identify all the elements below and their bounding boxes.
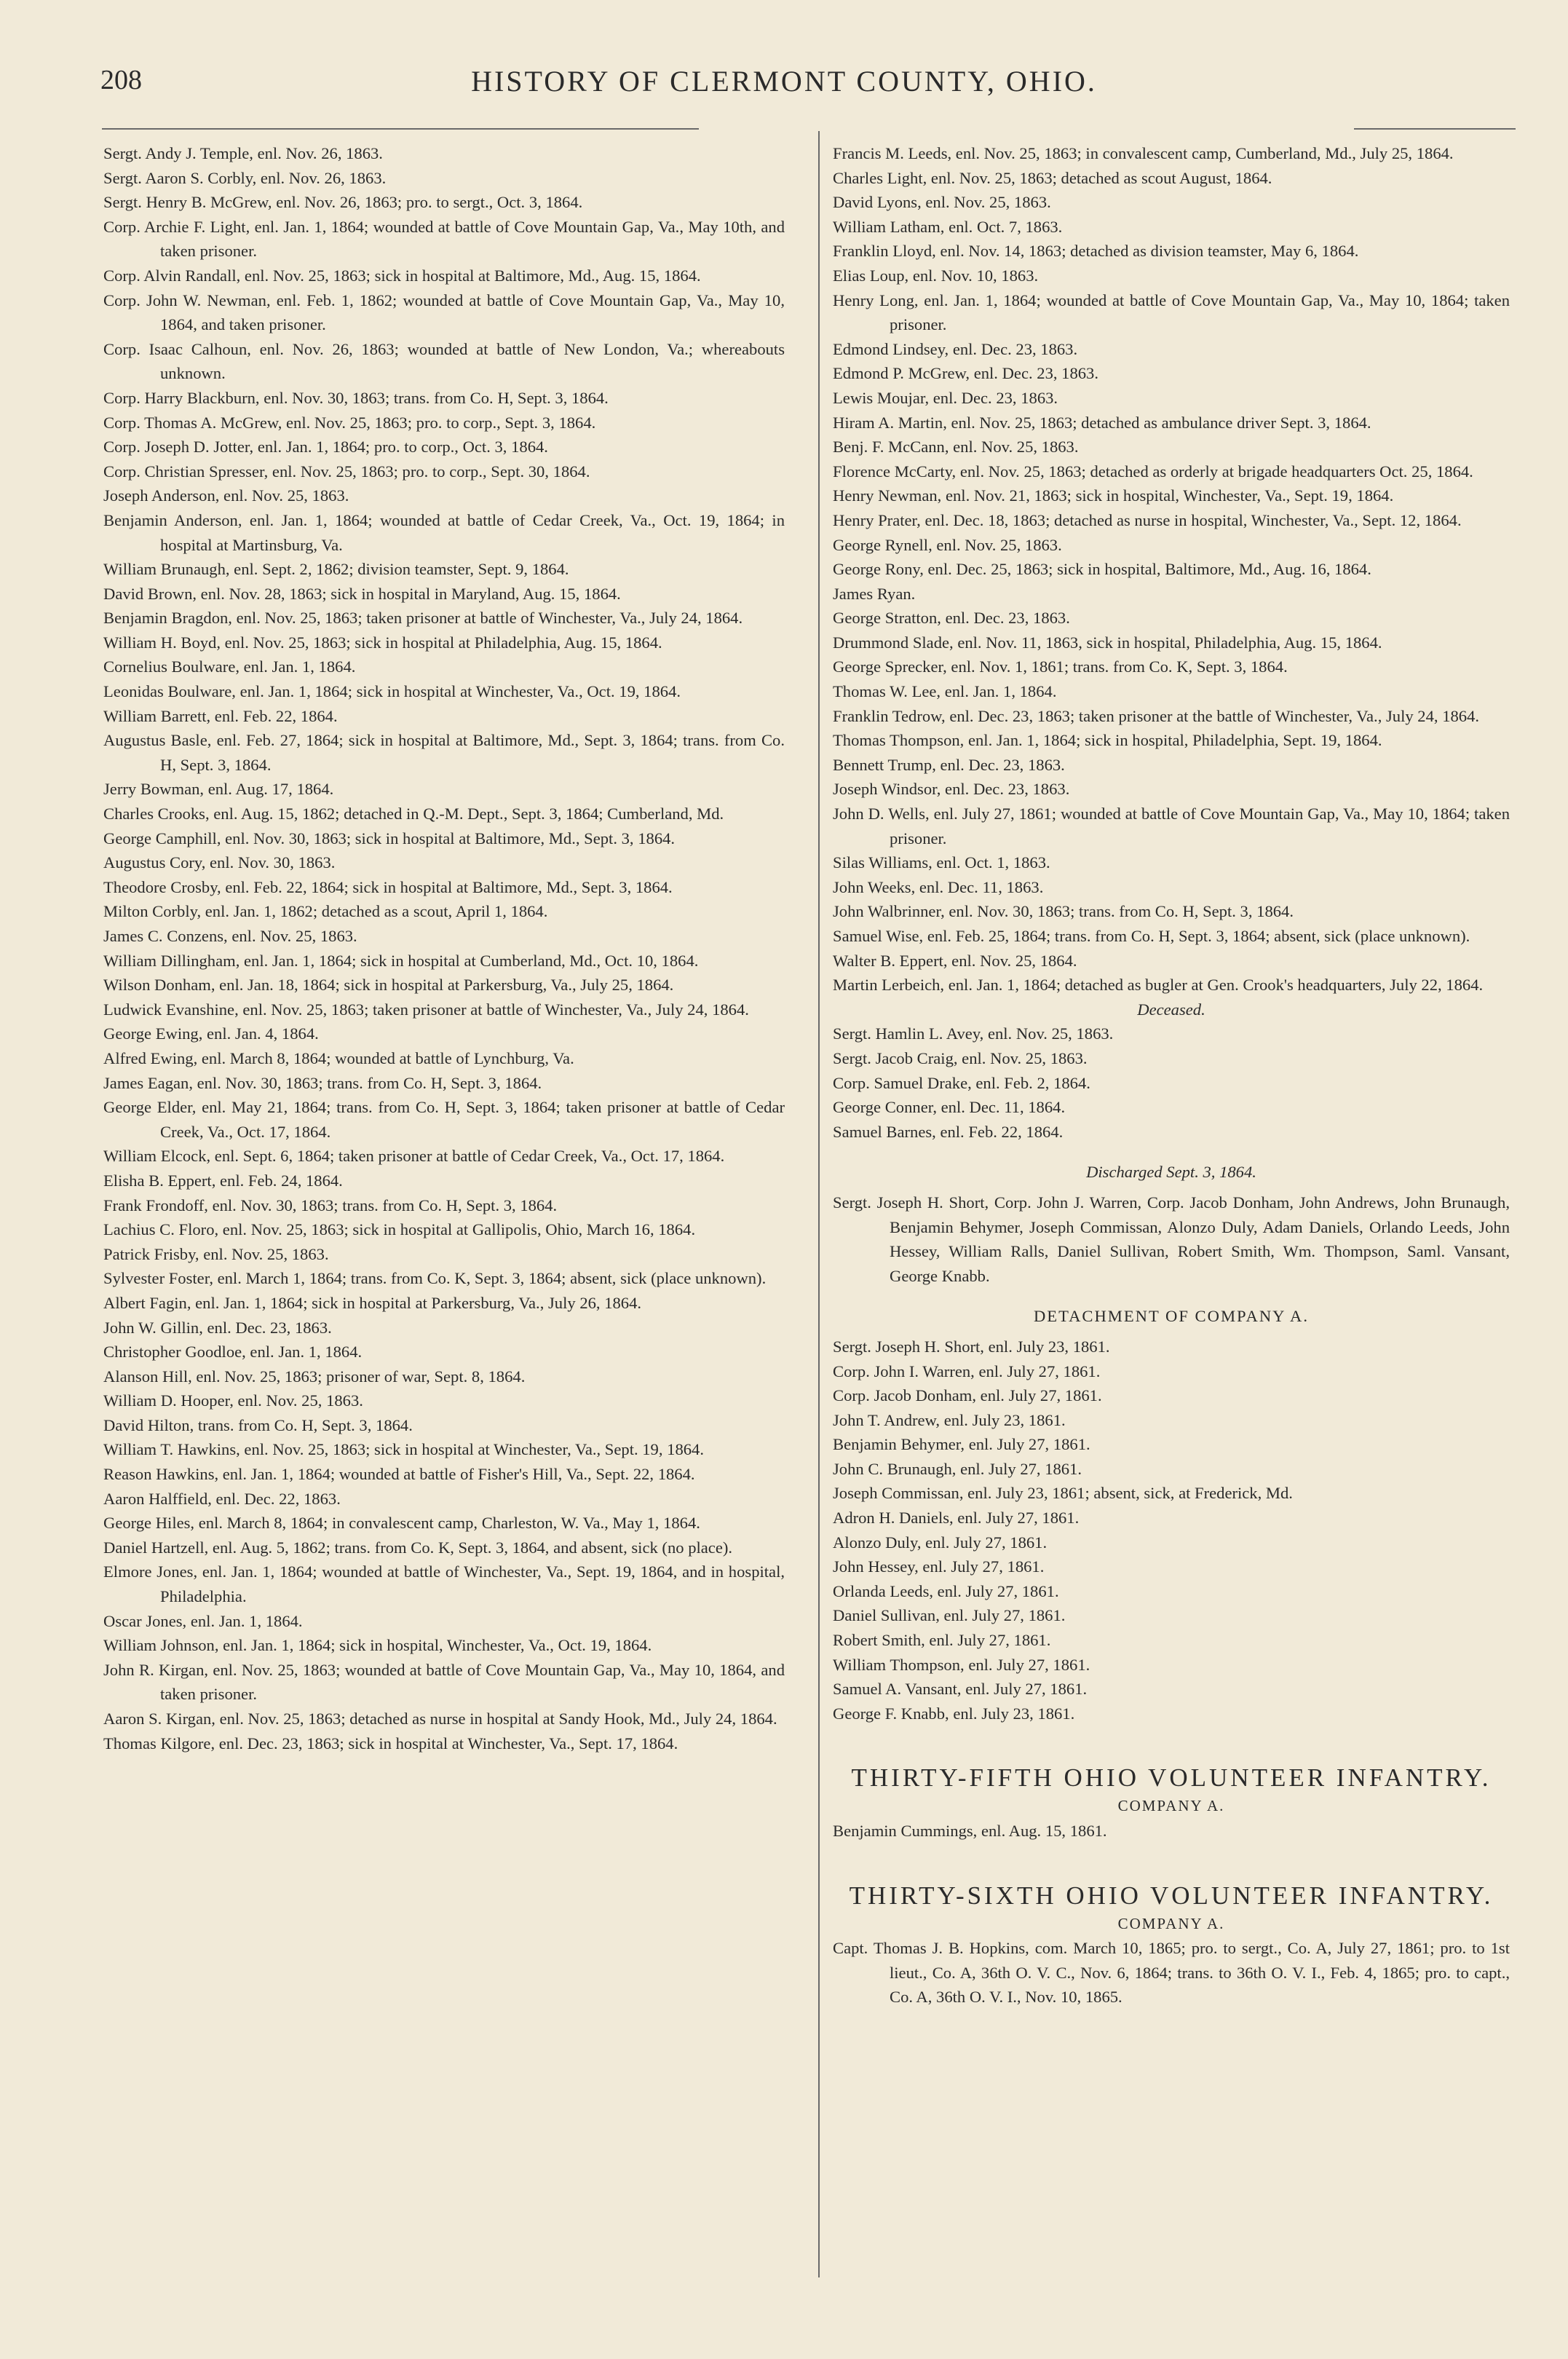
roster-entry: Joseph Commissan, enl. July 23, 1861; absent, sick, at Frederick, Md. xyxy=(833,1484,1293,1503)
roster-entry: Elisha B. Eppert, enl. Feb. 24, 1864. xyxy=(103,1171,343,1190)
roster-entry: Orlanda Leeds, enl. July 27, 1861. xyxy=(833,1581,1059,1600)
roster-entry: Corp. John I. Warren, enl. July 27, 1861. xyxy=(833,1362,1101,1380)
page-title: HISTORY OF CLERMONT COUNTY, OHIO. xyxy=(471,65,1097,98)
roster-entry: William T. Hawkins, enl. Nov. 25, 1863; sick in hospital at Winchester, Va., Sept. 19, 1864. xyxy=(103,1440,704,1459)
roster-entry: George Stratton, enl. Dec. 23, 1863. xyxy=(833,609,1070,628)
roster-entry: Henry Prater, enl. Dec. 18, 1863; detached as nurse in hospital, Winchester, Va., Sept. 12, 1864. xyxy=(833,510,1462,529)
column-divider xyxy=(818,131,820,2277)
roster-entry: Samuel Wise, enl. Feb. 25, 1864; trans. from Co. H, Sept. 3, 1864; absent, sick (place unknown). xyxy=(833,927,1470,945)
roster-entry: Benjamin Bragdon, enl. Nov. 25, 1863; taken prisoner at battle of Winchester, Va., July 24, 1864. xyxy=(103,609,743,628)
page-number: 208 xyxy=(100,65,142,95)
roster-entry: Corp. Archie F. Light, enl. Jan. 1, 1864; wounded at battle of Cove Mountain Gap, Va., May 10th, and taken prisoner. xyxy=(103,217,785,261)
roster-entry: Henry Newman, enl. Nov. 21, 1863; sick in hospital, Winchester, Va., Sept. 19, 1864. xyxy=(833,486,1394,505)
roster-entry: Corp. Alvin Randall, enl. Nov. 25, 1863; sick in hospital at Baltimore, Md., Aug. 15, 1864. xyxy=(103,266,701,285)
roster-entry: Corp. Jacob Donham, enl. July 27, 1861. xyxy=(833,1386,1102,1405)
thirty-sixth-company: COMPANY A. xyxy=(1117,1914,1225,1932)
roster-entry: Leonidas Boulware, enl. Jan. 1, 1864; sick in hospital at Winchester, Va., Oct. 19, 1864. xyxy=(103,682,681,701)
roster-entry: Cornelius Boulware, enl. Jan. 1, 1864. xyxy=(103,657,356,676)
roster-entry: Sylvester Foster, enl. March 1, 1864; trans. from Co. K, Sept. 3, 1864; absent, sick (place unknown). xyxy=(103,1269,767,1288)
roster-entry: Drummond Slade, enl. Nov. 11, 1863, sick in hospital, Philadelphia, Aug. 15, 1864. xyxy=(833,633,1382,652)
roster-entry: Sergt. Hamlin L. Avey, enl. Nov. 25, 1863. xyxy=(833,1024,1114,1043)
roster-entry: George Hiles, enl. March 8, 1864; in convalescent camp, Charleston, W. Va., May 1, 1864. xyxy=(103,1514,700,1533)
roster-entry: George Conner, enl. Dec. 11, 1864. xyxy=(833,1098,1066,1117)
roster-entry: James Ryan. xyxy=(833,584,916,603)
roster-entry: Edmond Lindsey, enl. Dec. 23, 1863. xyxy=(833,339,1078,358)
roster-entry: Thomas W. Lee, enl. Jan. 1, 1864. xyxy=(833,682,1057,701)
roster-entry: James C. Conzens, enl. Nov. 25, 1863. xyxy=(103,927,357,945)
roster-entry: John R. Kirgan, enl. Nov. 25, 1863; wounded at battle of Cove Mountain Gap, Va., May 10, 1864, and taken prisoner. xyxy=(103,1660,785,1704)
roster-entry: Charles Light, enl. Nov. 25, 1863; detached as scout August, 1864. xyxy=(833,168,1272,187)
roster-entry: Corp. Joseph D. Jotter, enl. Jan. 1, 1864; pro. to corp., Oct. 3, 1864. xyxy=(103,438,548,457)
detachment-list xyxy=(833,1335,1510,1726)
roster-entry: Thomas Thompson, enl. Jan. 1, 1864; sick in hospital, Philadelphia, Sept. 19, 1864. xyxy=(833,731,1382,750)
roster-entry: Corp. Harry Blackburn, enl. Nov. 30, 1863; trans. from Co. H, Sept. 3, 1864. xyxy=(103,388,609,407)
top-rule-right xyxy=(1354,128,1516,130)
roster-entry: Augustus Cory, enl. Nov. 30, 1863. xyxy=(103,853,336,872)
detachment-heading: DETACHMENT OF COMPANY A. xyxy=(1033,1307,1310,1326)
deceased-heading: Deceased. xyxy=(1137,1000,1205,1019)
roster-entry: Corp. Isaac Calhoun, enl. Nov. 26, 1863; wounded at battle of New London, Va.; whereabouts unknown. xyxy=(103,339,785,383)
roster-entry: Frank Frondoff, enl. Nov. 30, 1863; trans. from Co. H, Sept. 3, 1864. xyxy=(103,1196,558,1214)
roster-entry: William Thompson, enl. July 27, 1861. xyxy=(833,1655,1090,1674)
thirty-fifth-entry: Benjamin Cummings, enl. Aug. 15, 1861. xyxy=(833,1822,1107,1840)
roster-entry: William Brunaugh, enl. Sept. 2, 1862; division teamster, Sept. 9, 1864. xyxy=(103,560,569,579)
roster-entry: Elmore Jones, enl. Jan. 1, 1864; wounded at battle of Winchester, Va., Sept. 19, 1864, and in hospital, Philadelphia. xyxy=(103,1562,785,1606)
roster-entry: John T. Andrew, enl. July 23, 1861. xyxy=(833,1410,1066,1429)
roster-entry: William Elcock, enl. Sept. 6, 1864; taken prisoner at battle of Cedar Creek, Va., Oct. 17, 1864. xyxy=(103,1147,725,1166)
roster-entry: Corp. Samuel Drake, enl. Feb. 2, 1864. xyxy=(833,1073,1090,1092)
roster-entry: Milton Corbly, enl. Jan. 1, 1862; detached as a scout, April 1, 1864. xyxy=(103,902,548,921)
roster-entry: Daniel Hartzell, enl. Aug. 5, 1862; trans. from Co. K, Sept. 3, 1864, and absent, sick (no place). xyxy=(103,1538,733,1557)
roster-entry: Lewis Moujar, enl. Dec. 23, 1863. xyxy=(833,388,1058,407)
roster-entry: Corp. Christian Spresser, enl. Nov. 25, 1863; pro. to corp., Sept. 30, 1864. xyxy=(103,462,590,481)
thirty-fifth-company: COMPANY A. xyxy=(1117,1797,1225,1815)
roster-entry: John Walbrinner, enl. Nov. 30, 1863; trans. from Co. H, Sept. 3, 1864. xyxy=(833,902,1294,921)
roster-entry: Florence McCarty, enl. Nov. 25, 1863; detached as orderly at brigade headquarters Oct. 25, 1864. xyxy=(833,462,1473,481)
roster-entry: Alonzo Duly, enl. July 27, 1861. xyxy=(833,1533,1048,1552)
roster-entry: William Barrett, enl. Feb. 22, 1864. xyxy=(103,706,338,725)
roster-entry: Aaron S. Kirgan, enl. Nov. 25, 1863; detached as nurse in hospital at Sandy Hook, Md., July 24, 1864. xyxy=(103,1710,777,1728)
roster-entry: Corp. John W. Newman, enl. Feb. 1, 1862; wounded at battle of Cove Mountain Gap, Va., May 10, 1864, and taken prisoner. xyxy=(103,291,785,334)
roster-entry: Charles Crooks, enl. Aug. 15, 1862; detached in Q.-M. Dept., Sept. 3, 1864; Cumberland, Md. xyxy=(103,805,724,823)
thirty-sixth-heading: THIRTY-SIXTH OHIO VOLUNTEER INFANTRY. xyxy=(849,1881,1494,1910)
roster-entry: Patrick Frisby, enl. Nov. 25, 1863. xyxy=(103,1244,329,1263)
roster-entry: John W. Gillin, enl. Dec. 23, 1863. xyxy=(103,1318,332,1337)
roster-entry: John Weeks, enl. Dec. 11, 1863. xyxy=(833,877,1044,896)
roster-entry: Edmond P. McGrew, enl. Dec. 23, 1863. xyxy=(833,364,1098,383)
roster-entry: George F. Knabb, enl. July 23, 1861. xyxy=(833,1704,1075,1723)
roster-entry: James Eagan, enl. Nov. 30, 1863; trans. from Co. H, Sept. 3, 1864. xyxy=(103,1073,542,1092)
right-column xyxy=(833,141,1510,2010)
thirty-sixth-entry: Capt. Thomas J. B. Hopkins, com. March 10, 1865; pro. to sergt., Co. A, July 27, 1861; pro. to 1st lieut., Co. A, 36th O. V. C., Nov. 6, 1864; trans. to 36th O. V. I., Feb. 4, 1865; pro. to capt., Co. A, 36th O. V. I., Nov. 10, 1865. xyxy=(833,1939,1510,2007)
roster-entry: William Latham, enl. Oct. 7, 1863. xyxy=(833,217,1063,236)
roster-entry: Alfred Ewing, enl. March 8, 1864; wounded at battle of Lynchburg, Va. xyxy=(103,1048,574,1067)
roster-entry: Joseph Anderson, enl. Nov. 25, 1863. xyxy=(103,486,349,505)
roster-entry: Oscar Jones, enl. Jan. 1, 1864. xyxy=(103,1611,303,1630)
roster-entry: Franklin Tedrow, enl. Dec. 23, 1863; taken prisoner at the battle of Winchester, Va., July 24, 1864. xyxy=(833,706,1480,725)
roster-entry: Bennett Trump, enl. Dec. 23, 1863. xyxy=(833,755,1065,774)
roster-list-right xyxy=(833,141,1510,997)
roster-entry: Franklin Lloyd, enl. Nov. 14, 1863; detached as division teamster, May 6, 1864. xyxy=(833,242,1359,261)
roster-entry: George Rony, enl. Dec. 25, 1863; sick in hospital, Baltimore, Md., Aug. 16, 1864. xyxy=(833,560,1371,579)
roster-entry: Samuel A. Vansant, enl. July 27, 1861. xyxy=(833,1680,1088,1699)
roster-entry: George Sprecker, enl. Nov. 1, 1861; trans. from Co. K, Sept. 3, 1864. xyxy=(833,657,1288,676)
roster-entry: William Johnson, enl. Jan. 1, 1864; sick in hospital, Winchester, Va., Oct. 19, 1864. xyxy=(103,1636,652,1655)
roster-entry: Augustus Basle, enl. Feb. 27, 1864; sick in hospital at Baltimore, Md., Sept. 3, 1864; trans. from Co. H, Sept. 3, 1864. xyxy=(103,731,785,774)
discharged-heading: Discharged Sept. 3, 1864. xyxy=(1086,1163,1256,1182)
roster-entry: Adron H. Daniels, enl. July 27, 1861. xyxy=(833,1509,1080,1528)
roster-entry: Samuel Barnes, enl. Feb. 22, 1864. xyxy=(833,1122,1064,1141)
roster-entry: Sergt. Joseph H. Short, enl. July 23, 1861. xyxy=(833,1337,1110,1356)
left-column xyxy=(103,141,785,1755)
roster-entry: Jerry Bowman, enl. Aug. 17, 1864. xyxy=(103,780,334,799)
roster-entry: Theodore Crosby, enl. Feb. 22, 1864; sick in hospital at Baltimore, Md., Sept. 3, 1864. xyxy=(103,877,673,896)
roster-entry: Christopher Goodloe, enl. Jan. 1, 1864. xyxy=(103,1343,363,1362)
roster-entry: David Lyons, enl. Nov. 25, 1863. xyxy=(833,193,1051,212)
discharged-list: Sergt. Joseph H. Short, Corp. John J. Warren, Corp. Jacob Donham, John Andrews, John Brunaugh, Benjamin Behymer, Joseph Commissan, Alonzo Duly, Adam Daniels, Orlando Leeds, John Hessey, William Ralls, Daniel Sullivan, Robert Smith, Wm. Thompson, Saml. Vansant, George Knabb. xyxy=(833,1193,1510,1285)
roster-entry: Benjamin Behymer, enl. July 27, 1861. xyxy=(833,1435,1090,1454)
roster-entry: Joseph Windsor, enl. Dec. 23, 1863. xyxy=(833,780,1070,799)
roster-entry: George Elder, enl. May 21, 1864; trans. from Co. H, Sept. 3, 1864; taken prisoner at battle of Cedar Creek, Va., Oct. 17, 1864. xyxy=(103,1098,785,1141)
thirty-fifth-heading: THIRTY-FIFTH OHIO VOLUNTEER INFANTRY. xyxy=(851,1763,1492,1793)
roster-entry: Sergt. Henry B. McGrew, enl. Nov. 26, 1863; pro. to sergt., Oct. 3, 1864. xyxy=(103,193,583,212)
roster-entry: Corp. Thomas A. McGrew, enl. Nov. 25, 1863; pro. to corp., Sept. 3, 1864. xyxy=(103,413,596,432)
roster-entry: David Brown, enl. Nov. 28, 1863; sick in hospital in Maryland, Aug. 15, 1864. xyxy=(103,584,621,603)
deceased-list xyxy=(833,1022,1510,1144)
roster-entry: Walter B. Eppert, enl. Nov. 25, 1864. xyxy=(833,951,1077,970)
roster-entry: Ludwick Evanshine, enl. Nov. 25, 1863; taken prisoner at battle of Winchester, Va., July 24, 1864. xyxy=(103,1000,749,1019)
roster-entry: Alanson Hill, enl. Nov. 25, 1863; prisoner of war, Sept. 8, 1864. xyxy=(103,1367,526,1386)
roster-entry: John C. Brunaugh, enl. July 27, 1861. xyxy=(833,1459,1082,1478)
roster-entry: Reason Hawkins, enl. Jan. 1, 1864; wounded at battle of Fisher's Hill, Va., Sept. 22, 1864. xyxy=(103,1465,695,1484)
roster-entry: Daniel Sullivan, enl. July 27, 1861. xyxy=(833,1606,1066,1625)
roster-entry: Silas Williams, enl. Oct. 1, 1863. xyxy=(833,853,1050,872)
roster-entry: William Dillingham, enl. Jan. 1, 1864; sick in hospital at Cumberland, Md., Oct. 10, 1864. xyxy=(103,951,699,970)
roster-entry: Wilson Donham, enl. Jan. 18, 1864; sick in hospital at Parkersburg, Va., July 25, 1864. xyxy=(103,976,674,995)
roster-entry: Benjamin Anderson, enl. Jan. 1, 1864; wounded at battle of Cedar Creek, Va., Oct. 19, 1864; in hospital at Martinsburg, Va. xyxy=(103,510,785,554)
roster-entry: John Hessey, enl. July 27, 1861. xyxy=(833,1557,1045,1576)
roster-entry: Sergt. Aaron S. Corbly, enl. Nov. 26, 1863. xyxy=(103,168,387,187)
top-rule-left xyxy=(102,128,699,130)
roster-entry: William D. Hooper, enl. Nov. 25, 1863. xyxy=(103,1391,363,1410)
roster-entry: Thomas Kilgore, enl. Dec. 23, 1863; sick in hospital at Winchester, Va., Sept. 17, 1864. xyxy=(103,1734,678,1753)
roster-entry: William H. Boyd, enl. Nov. 25, 1863; sick in hospital at Philadelphia, Aug. 15, 1864. xyxy=(103,633,662,652)
page-header xyxy=(0,64,1568,108)
roster-entry: George Camphill, enl. Nov. 30, 1863; sick in hospital at Baltimore, Md., Sept. 3, 1864. xyxy=(103,829,676,847)
roster-entry: Albert Fagin, enl. Jan. 1, 1864; sick in hospital at Parkersburg, Va., July 26, 1864. xyxy=(103,1293,642,1312)
roster-entry: Francis M. Leeds, enl. Nov. 25, 1863; in convalescent camp, Cumberland, Md., July 25, 1864. xyxy=(833,144,1454,162)
roster-entry: George Ewing, enl. Jan. 4, 1864. xyxy=(103,1024,319,1043)
roster-entry: Robert Smith, enl. July 27, 1861. xyxy=(833,1631,1051,1650)
roster-entry: Hiram A. Martin, enl. Nov. 25, 1863; detached as ambulance driver Sept. 3, 1864. xyxy=(833,413,1371,432)
roster-entry: Henry Long, enl. Jan. 1, 1864; wounded at battle of Cove Mountain Gap, Va., May 10, 1864; taken prisoner. xyxy=(833,291,1510,334)
roster-entry: Benj. F. McCann, enl. Nov. 25, 1863. xyxy=(833,438,1079,457)
roster-entry: John D. Wells, enl. July 27, 1861; wounded at battle of Cove Mountain Gap, Va., May 10, 1864; taken prisoner. xyxy=(833,805,1510,847)
roster-entry: George Rynell, enl. Nov. 25, 1863. xyxy=(833,535,1062,554)
roster-entry: Sergt. Andy J. Temple, enl. Nov. 26, 1863. xyxy=(103,144,383,162)
roster-entry: Martin Lerbeich, enl. Jan. 1, 1864; detached as bugler at Gen. Crook's headquarters, July 22, 1864. xyxy=(833,976,1484,995)
roster-entry: David Hilton, trans. from Co. H, Sept. 3, 1864. xyxy=(103,1415,413,1434)
roster-entry: Lachius C. Floro, enl. Nov. 25, 1863; sick in hospital at Gallipolis, Ohio, March 16, 1864. xyxy=(103,1220,696,1239)
roster-entry: Aaron Halffield, enl. Dec. 22, 1863. xyxy=(103,1489,341,1508)
roster-entry: Elias Loup, enl. Nov. 10, 1863. xyxy=(833,266,1039,285)
roster-entry: Sergt. Jacob Craig, enl. Nov. 25, 1863. xyxy=(833,1048,1088,1067)
